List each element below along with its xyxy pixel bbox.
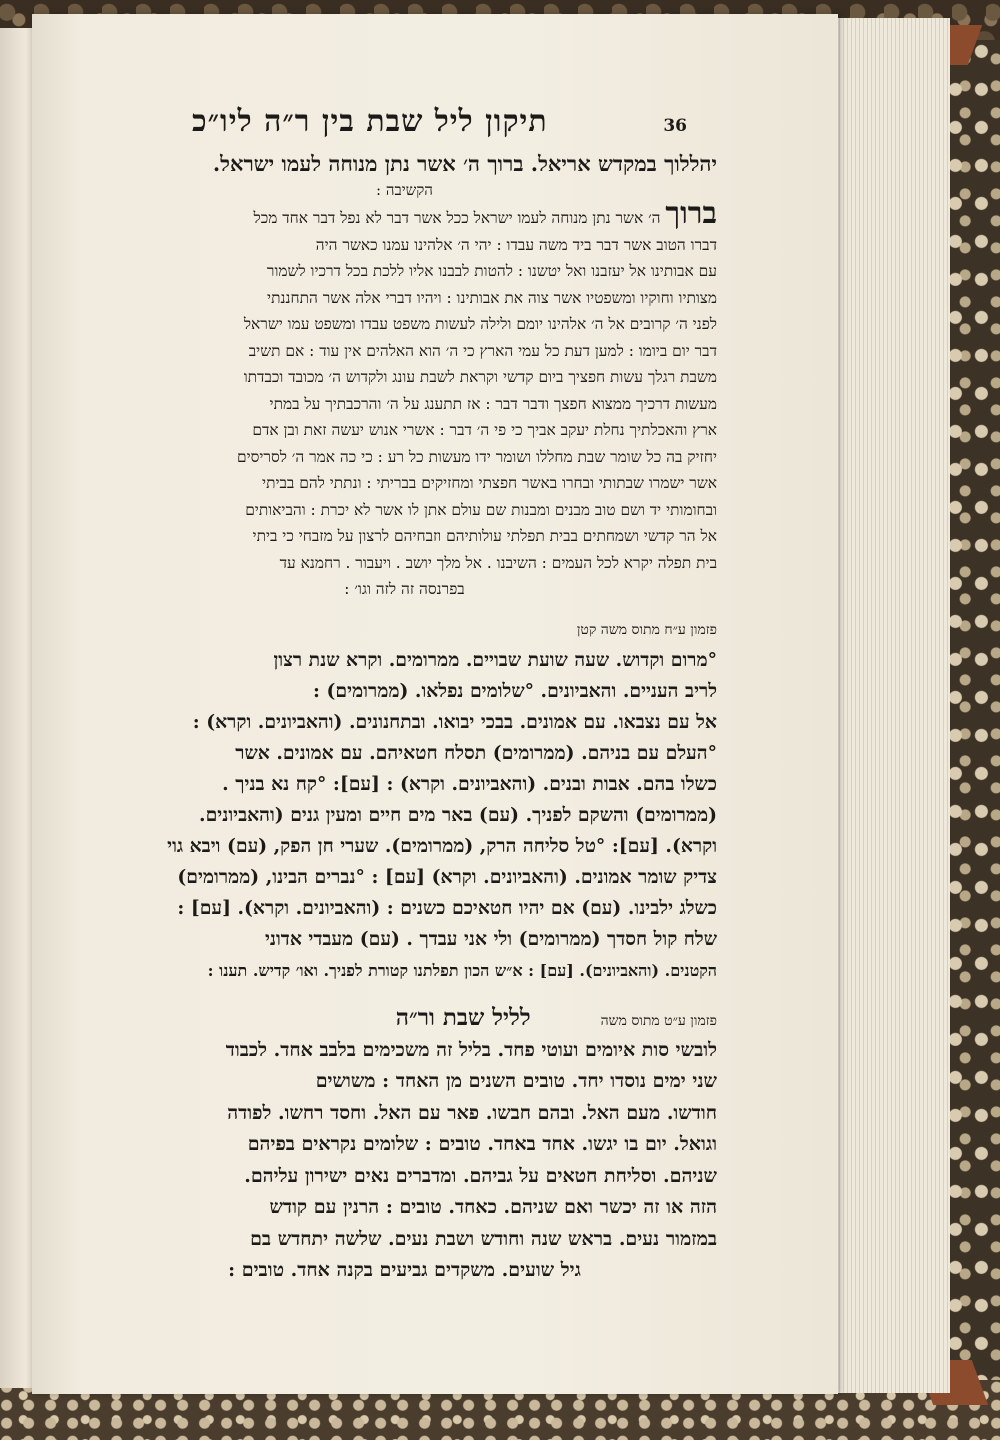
hymn1-line: הקטנים. (והאביונים). [עם] : א״ש הכון תפלתנו קטורת לפניך. ואו׳ קדיש. תענו : — [207, 960, 717, 980]
paragraph-line: עם אבותינו אל יעזבנו ואל יטשנו : להטות לבבנו אליו ללכת בכל דרכיו לשמור — [266, 262, 717, 280]
hymn2-line: הזה או זה יכשר ואם שניהם. כאחד. טובים : הרנין עם קודש — [269, 1196, 717, 1218]
paragraph-line: ובחומותי יד ושם טוב מבנים ומבנות שם עולם אתן לו אשר לא יכרת : והביאותים — [245, 500, 717, 519]
hymn2-title: לליל שבת ור״ה — [395, 1003, 531, 1031]
hymn2-line: לובשי סות איומים ועוטי פחד. בליל זה משכימים בלבב אחד. לכבוד — [225, 1038, 717, 1061]
hymn2-attribution: פזמון ע״ט מתוס משה — [600, 1012, 717, 1029]
paragraph-line: אשר ישמרו שבתותי ובחרו באשר חפצתי ומחזיקים בבריתי : ונתתי להם בביתי — [262, 474, 717, 492]
paragraph-line: אל הר קדשי ושמחתים בבית תפלתי עולותיהם וזבחיהם לרצון על מזבחי כי ביתי — [252, 527, 717, 545]
main-paragraph — [92, 196, 717, 603]
hymn2-line: במזמור נעים. בראש שנה וחודש ושבת נעים. שלשה יתחדש בם — [250, 1227, 717, 1250]
hymn1-line: צדיק שומר אמונים. (והאביונים. וקרא) [עם] : °נברים הבינו, (ממרומים) — [177, 865, 717, 888]
hymn2-heading — [92, 1004, 717, 1031]
hymn1-heading: פזמון ע״ח מתוס משה קטן — [576, 621, 717, 638]
hymn2-line: שני ימים נוסדו יחד. טובים השנים מן האחד : משושים — [315, 1070, 717, 1092]
paragraph-line: דברו הטוב אשר דבר ביד משה עבדו : יהי ה׳ אלהינו עמנו כאשר היה — [315, 235, 717, 254]
hymn2 — [92, 1035, 717, 1287]
paragraph-line: בפרנסה זה לזה וגו׳ : — [344, 580, 465, 598]
paragraph-line: משבת רגלך עשות חפציך ביום קדשי וקראת לשבת עונג ולקדוש ה׳ מכובד וכבדתו — [243, 368, 717, 386]
hymn1 — [92, 645, 717, 986]
paragraph-line: מעשות דרכיך ממצוא חפצך ודבר דבר : אז תתענג על ה׳ והרכבתיך על במתי — [269, 394, 717, 413]
opening-line: יהללוך במקדש אריאל. ברוך ה׳ אשר נתן מנוחה לעמו ישראל. — [212, 151, 717, 176]
cover-edge — [945, 40, 1000, 1380]
paragraph-line: דבר יום ביומו : למען דעת כל עמי הארץ כי ה׳ הוא האלהים אין עוד : אם תשיב — [248, 341, 717, 360]
running-title: תיקון ליל שבת בין ר״ה ליו״כ — [192, 104, 548, 139]
hymn1-line: כשלו בהם. אבות ובנים. (והאביונים. וקרא) : [עם]: °קח נא בניך . — [222, 772, 717, 795]
hymn2-line: חודשו. מעם האל. ובהם חבשו. פאר עם האל. וחסד רחשו. לפודה — [227, 1101, 717, 1124]
paragraph-line: בית תפלה יקרא לכל העמים : השיבנו . אל מלך יושב . ויעבור . רחמנא עד — [279, 553, 717, 572]
page-header — [92, 104, 717, 139]
hymn2-line: וגואל. יום בו יגשו. אחד באחד. טובים : שלומים נקראים בפיהם — [247, 1133, 717, 1155]
paragraph-line: לפני ה׳ קרובים אל ה׳ אלהינו יומם ולילה לעשות משפט עבדו ומשפט עמו ישראל — [243, 315, 717, 333]
hymn1-line: כשלג ילבינו. (עם) אם יהיו חטאיכם כשנים : (והאביונים. וקרא). [עם] : — [177, 896, 717, 919]
hymn2-line: גיל שועים. משקדים גביעים בקנה אחד. טובים : — [228, 1259, 581, 1281]
caption-hakshiva: הקשיבה : — [376, 181, 433, 199]
hymn2-line: שניהם. וסליחת חטאים על גביהם. ומדברים נאים ישירון עליהם. — [244, 1164, 717, 1187]
paragraph-line: מצותיו וחוקיו ומשפטיו אשר צוה את אבותינו : ויהיו דברי אלה אשר התחננתי — [267, 288, 717, 307]
initial-word: ברוך — [665, 196, 717, 231]
page-text — [92, 104, 717, 1287]
paragraph-line: ארץ והאכלתיך נחלת יעקב אביך כי פי ה׳ דבר : אשרי אנוש יעשה זאת ובן אדם — [252, 421, 717, 439]
paragraph-line: ה׳ אשר נתן מנוחה לעמו ישראל ככל אשר דבר לא נפל דבר אחד מכל — [253, 209, 661, 227]
page-stack — [820, 18, 950, 1393]
hymn1-line: °העלם עם בניהם. (ממרומים) תסלח חטאיהם. עם אמונים. אשר — [235, 741, 717, 764]
page-number: 36 — [663, 116, 687, 136]
hymn1-line: °מרום וקדוש. שעה שועת שבויים. ממרומים. וקרא שנת רצון — [273, 648, 717, 671]
hymn1-line: וקרא). [עם]: °טל סליחה הרק, (ממרומים). שערי חן הפק, (עם) ויבא גוי — [167, 834, 717, 857]
hymn1-line: (ממרומים) והשקם לפניך. (עם) באר מים חיים ומעין גנים (והאביונים. — [199, 803, 717, 826]
paragraph-line: יחזיק בה כל שומר שבת מחללו ושומר ידו מעשות כל רע : כי כה אמר ה׳ לסריסים — [236, 447, 717, 466]
hymn1-line: אל עם נצבאו. עם אמונים. בבכי יבואו. ובתחנונים. (והאביונים. וקרא) : — [192, 710, 717, 733]
hymn1-line: לריב העניים. והאביונים. °שלומים נפלאו. (ממרומים) : — [313, 679, 717, 702]
hymn1-line: שלח קול חסדך (ממרומים) ולי אני עבדך . (עם) מעבדי אדוני — [264, 927, 717, 950]
book-page — [32, 14, 838, 1394]
